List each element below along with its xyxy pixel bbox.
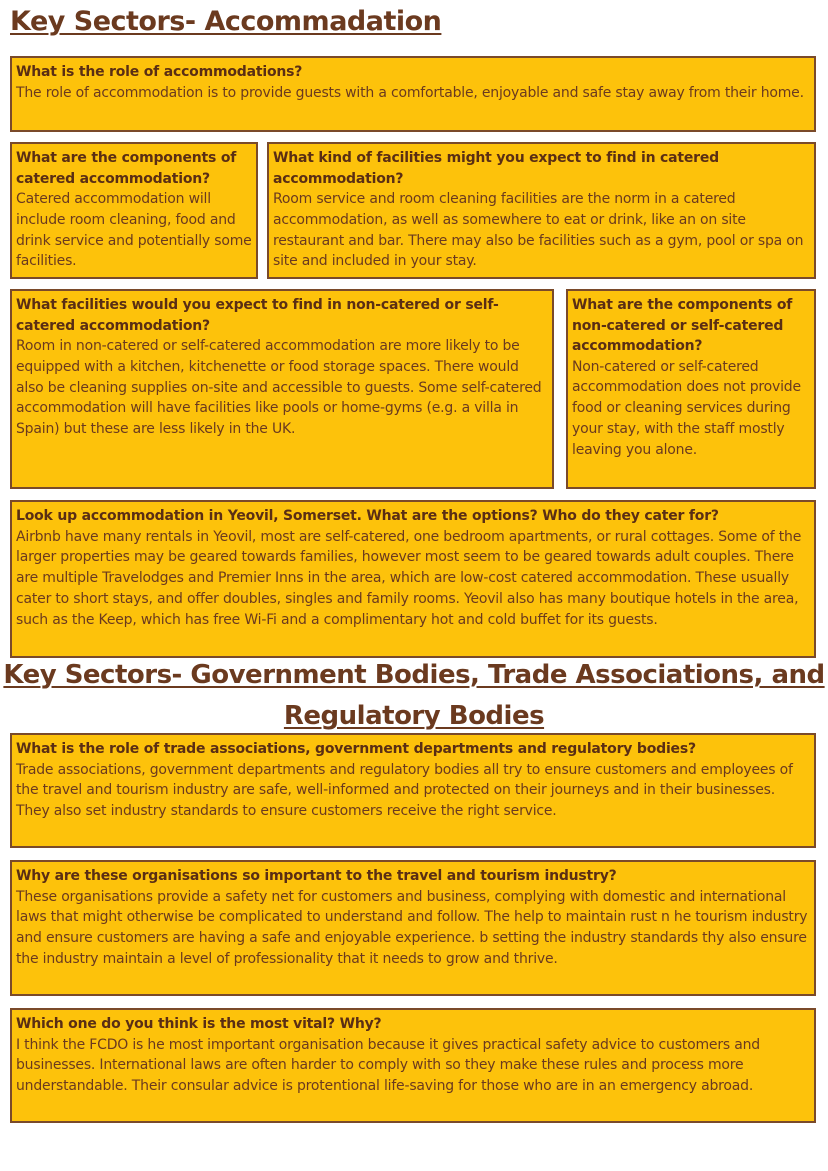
box-question: Look up accommodation in Yeovil, Somerset. What are the options? Who do they cater for? — [16, 508, 719, 524]
box-answer: These organisations provide a safety net for customers and business, complying with domestic and international laws that might otherwise be complicated to understand and follow. The help to maintain rust n he tourism industry and ensure customers are having a safe and enjoyable experience. b setting the industry standards thy also ensure the industry maintain a level of professionality that it needs to grow and thrive. — [16, 888, 808, 967]
box-question: Why are these organisations so important to the travel and tourism industry? — [16, 868, 617, 884]
section-title-accommodation: Key Sectors- Accommadation — [10, 6, 442, 37]
box-question: Which one do you think is the most vital? Why? — [16, 1016, 382, 1032]
info-box-role-of-accommodation — [10, 56, 816, 132]
info-box-catered-facilities — [267, 142, 816, 279]
box-answer: Catered accommodation will include room cleaning, food and drink service and potentially some facilities. — [16, 191, 252, 270]
info-box-importance-of-organisations — [10, 860, 816, 996]
box-answer: Room in non-catered or self-catered accommodation are more likely to be equipped with a kitchen, kitchenette or food storage spaces. There would also be cleaning supplies on-site and accessible to guests. Some self-catered accommodation will have facilities like pools or home-gyms (e.g. a villa in Spain) but these are less likely in the UK. — [16, 338, 542, 438]
box-answer: Airbnb have many rentals in Yeovil, most are self-catered, one bedroom apartments, or rural cottages. Some of the larger properties may be geared towards families, however most seem to be geared towards adult couples. There are multiple Travelodges and Premier Inns in the area, which are low-cost catered accommodation. These usually cater to short stays, and offer doubles, singles and family rooms. Yeovil also has many boutique hotels in the area, such as the Keep, which has free Wi-Fi and a complimentary hot and cold buffet for its guests. — [16, 528, 802, 628]
info-box-self-catered-components — [566, 289, 816, 489]
box-question: What kind of facilities might you expect to find in catered accommodation? — [273, 150, 719, 187]
box-answer: I think the FCDO is he most important organisation because it gives practical safety advice to customers and businesses. International laws are often harder to comply with so they make these rules and process more understandable. Their consular advice is protentional life-saving for those who are in an emergency abroad. — [16, 1036, 760, 1095]
box-question: What are the components of catered accommodation? — [16, 150, 237, 187]
box-question: What facilities would you expect to find in non-catered or self-catered accommodation? — [16, 297, 499, 334]
info-box-yeovil-accommodation — [10, 500, 816, 658]
box-answer: Non-catered or self-catered accommodation does not provide food or cleaning services during your stay, with the staff mostly leaving you alone. — [572, 358, 801, 458]
info-box-role-of-bodies — [10, 733, 816, 848]
box-question: What is the role of trade associations, government departments and regulatory bodies? — [16, 741, 696, 757]
box-answer: Trade associations, government departments and regulatory bodies all try to ensure customers and employees of the travel and tourism industry are safe, well-informed and protected on their journeys and in their businesses. They also set industry standards to ensure customers receive the right service. — [16, 761, 793, 820]
info-box-most-vital-organisation — [10, 1008, 816, 1123]
box-answer: Room service and room cleaning facilities are the norm in a catered accommodation, as well as somewhere to eat or drink, like an on site restaurant and bar. There may also be facilities such as a gym, pool or spa on site and included in your stay. — [273, 191, 804, 270]
info-box-catered-components — [10, 142, 258, 279]
section-title-government-bodies: Key Sectors- Government Bodies, Trade Associations, and Regulatory Bodies — [3, 660, 825, 731]
box-answer: The role of accommodation is to provide guests with a comfortable, enjoyable and safe stay away from their home. — [16, 84, 804, 101]
box-question: What is the role of accommodations? — [16, 64, 303, 80]
info-box-self-catered-facilities — [10, 289, 554, 489]
box-question: What are the components of non-catered or self-catered accommodation? — [572, 297, 793, 354]
